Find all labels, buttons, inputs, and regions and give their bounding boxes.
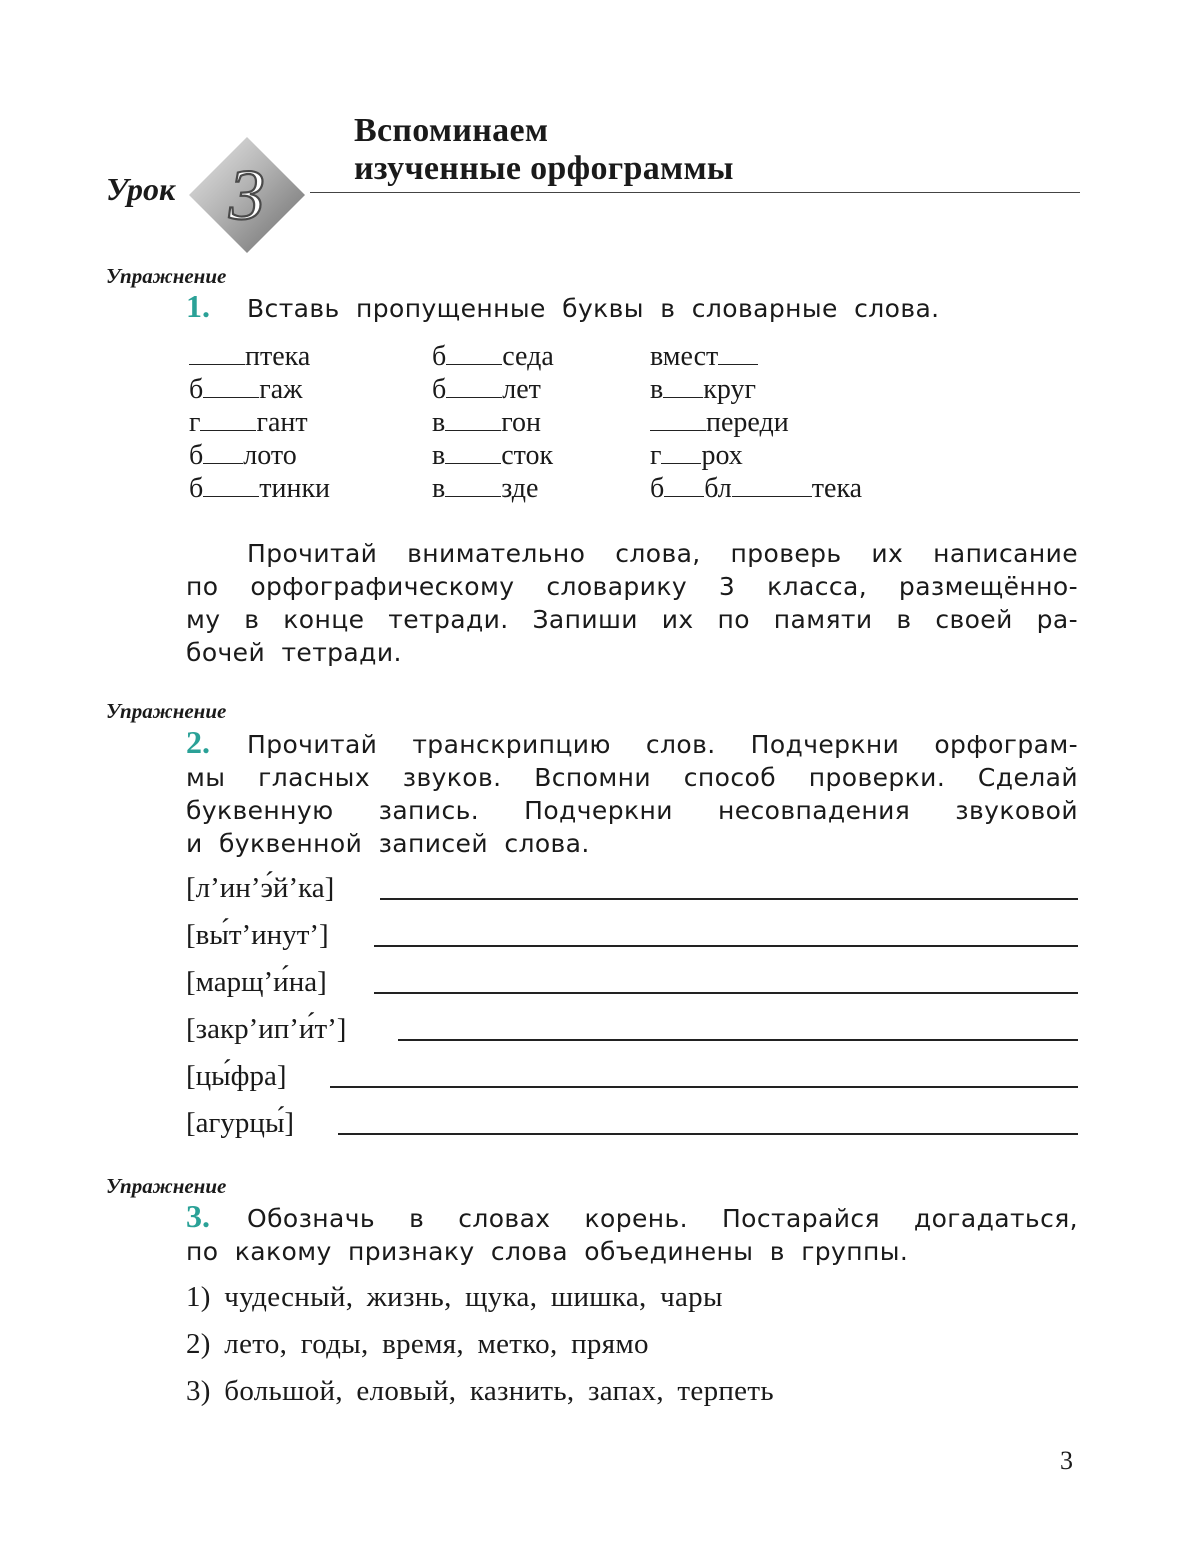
exercise-2-label: Упражнение: [106, 699, 227, 723]
exercise-3-number: 3.: [186, 1198, 210, 1234]
word-gap-item[interactable]: в круг: [650, 374, 756, 405]
lesson-title-line2: изученные орфограммы: [354, 150, 734, 187]
word-gap-item[interactable]: б лото: [189, 440, 297, 471]
transcription: [закр’ип’и́т’]: [186, 1013, 347, 1045]
lesson-label: Урок: [106, 171, 176, 207]
task-line: мы гласных звуков. Вспомни способ проверки. Сделай: [186, 763, 1078, 792]
answer-line[interactable]: [374, 992, 1078, 994]
task-line: буквенную запись. Подчеркни несовпадения звуковой: [186, 796, 1078, 825]
word-gap-item[interactable]: б тинки: [189, 473, 331, 504]
task-line: по какому признаку слова объединены в группы.: [186, 1237, 909, 1266]
exercise-2-task: [186, 728, 1078, 860]
lesson-title: [354, 112, 734, 188]
transcription: [л’ин’э́й’ка]: [186, 872, 335, 904]
note-line: бочей тетради.: [186, 638, 402, 667]
lesson-number: 3: [229, 155, 265, 235]
transcription: [марщ’и́на]: [186, 966, 327, 998]
exercise-2-number: 2.: [186, 724, 210, 760]
word-gap-item[interactable]: б гаж: [189, 374, 303, 405]
exercise-1-note: [186, 537, 1078, 669]
note-line: Прочитай внимательно слова, проверь их написание: [247, 539, 1078, 568]
exercise-1-number: 1.: [186, 288, 210, 324]
page-number: 3: [1060, 1446, 1073, 1475]
word-group-2: 2) лето, годы, время, метко, прямо: [186, 1328, 649, 1360]
lesson-title-line1: Вспоминаем: [354, 112, 549, 149]
task-line: Обозначь в словах корень. Постарайся догадаться,: [247, 1204, 1078, 1233]
title-divider: [310, 192, 1080, 193]
word-group-3: 3) большой, еловый, казнить, запах, терпеть: [186, 1375, 774, 1407]
word-gap-item[interactable]: б лет: [432, 374, 541, 405]
lesson-number-badge: [189, 137, 305, 253]
answer-line[interactable]: [330, 1086, 1078, 1088]
word-gap-item[interactable]: г рох: [650, 440, 743, 471]
word-group-1: 1) чудесный, жизнь, щука, шишка, чары: [186, 1281, 723, 1313]
word-gap-item[interactable]: в зде: [432, 473, 539, 504]
answer-line[interactable]: [380, 898, 1078, 900]
word-gap-item[interactable]: птека: [189, 341, 310, 373]
exercise-1-label: Упражнение: [106, 264, 227, 288]
transcription: [вы́т’инут’]: [186, 919, 329, 951]
transcription: [цы́фра]: [186, 1060, 287, 1092]
task-line: и буквенной записей слова.: [186, 829, 590, 858]
word-gap-item[interactable]: в гон: [432, 407, 542, 438]
exercise-1-task: Вставь пропущенные буквы в словарные слова.: [247, 294, 940, 323]
note-line: по орфографическому словарику 3 класса, размещённо-: [186, 572, 1078, 601]
word-gap-item[interactable]: вмест: [650, 341, 758, 373]
answer-line[interactable]: [338, 1133, 1078, 1135]
word-gap-item[interactable]: б бл тека: [650, 473, 863, 504]
answer-line[interactable]: [374, 945, 1078, 947]
transcription: [агурцы́]: [186, 1107, 295, 1139]
task-line: Прочитай транскрипцию слов. Подчеркни орфограм-: [247, 730, 1078, 759]
word-gap-item[interactable]: в сток: [432, 440, 554, 471]
exercise-3-task: [186, 1202, 1078, 1268]
word-gap-item[interactable]: б седа: [432, 341, 554, 372]
exercise-3-label: Упражнение: [106, 1174, 227, 1198]
word-gap-item[interactable]: переди: [650, 407, 789, 439]
word-gap-item[interactable]: г гант: [189, 407, 308, 438]
note-line: му в конце тетради. Запиши их по памяти в своей ра-: [186, 605, 1078, 634]
answer-line[interactable]: [398, 1039, 1078, 1041]
